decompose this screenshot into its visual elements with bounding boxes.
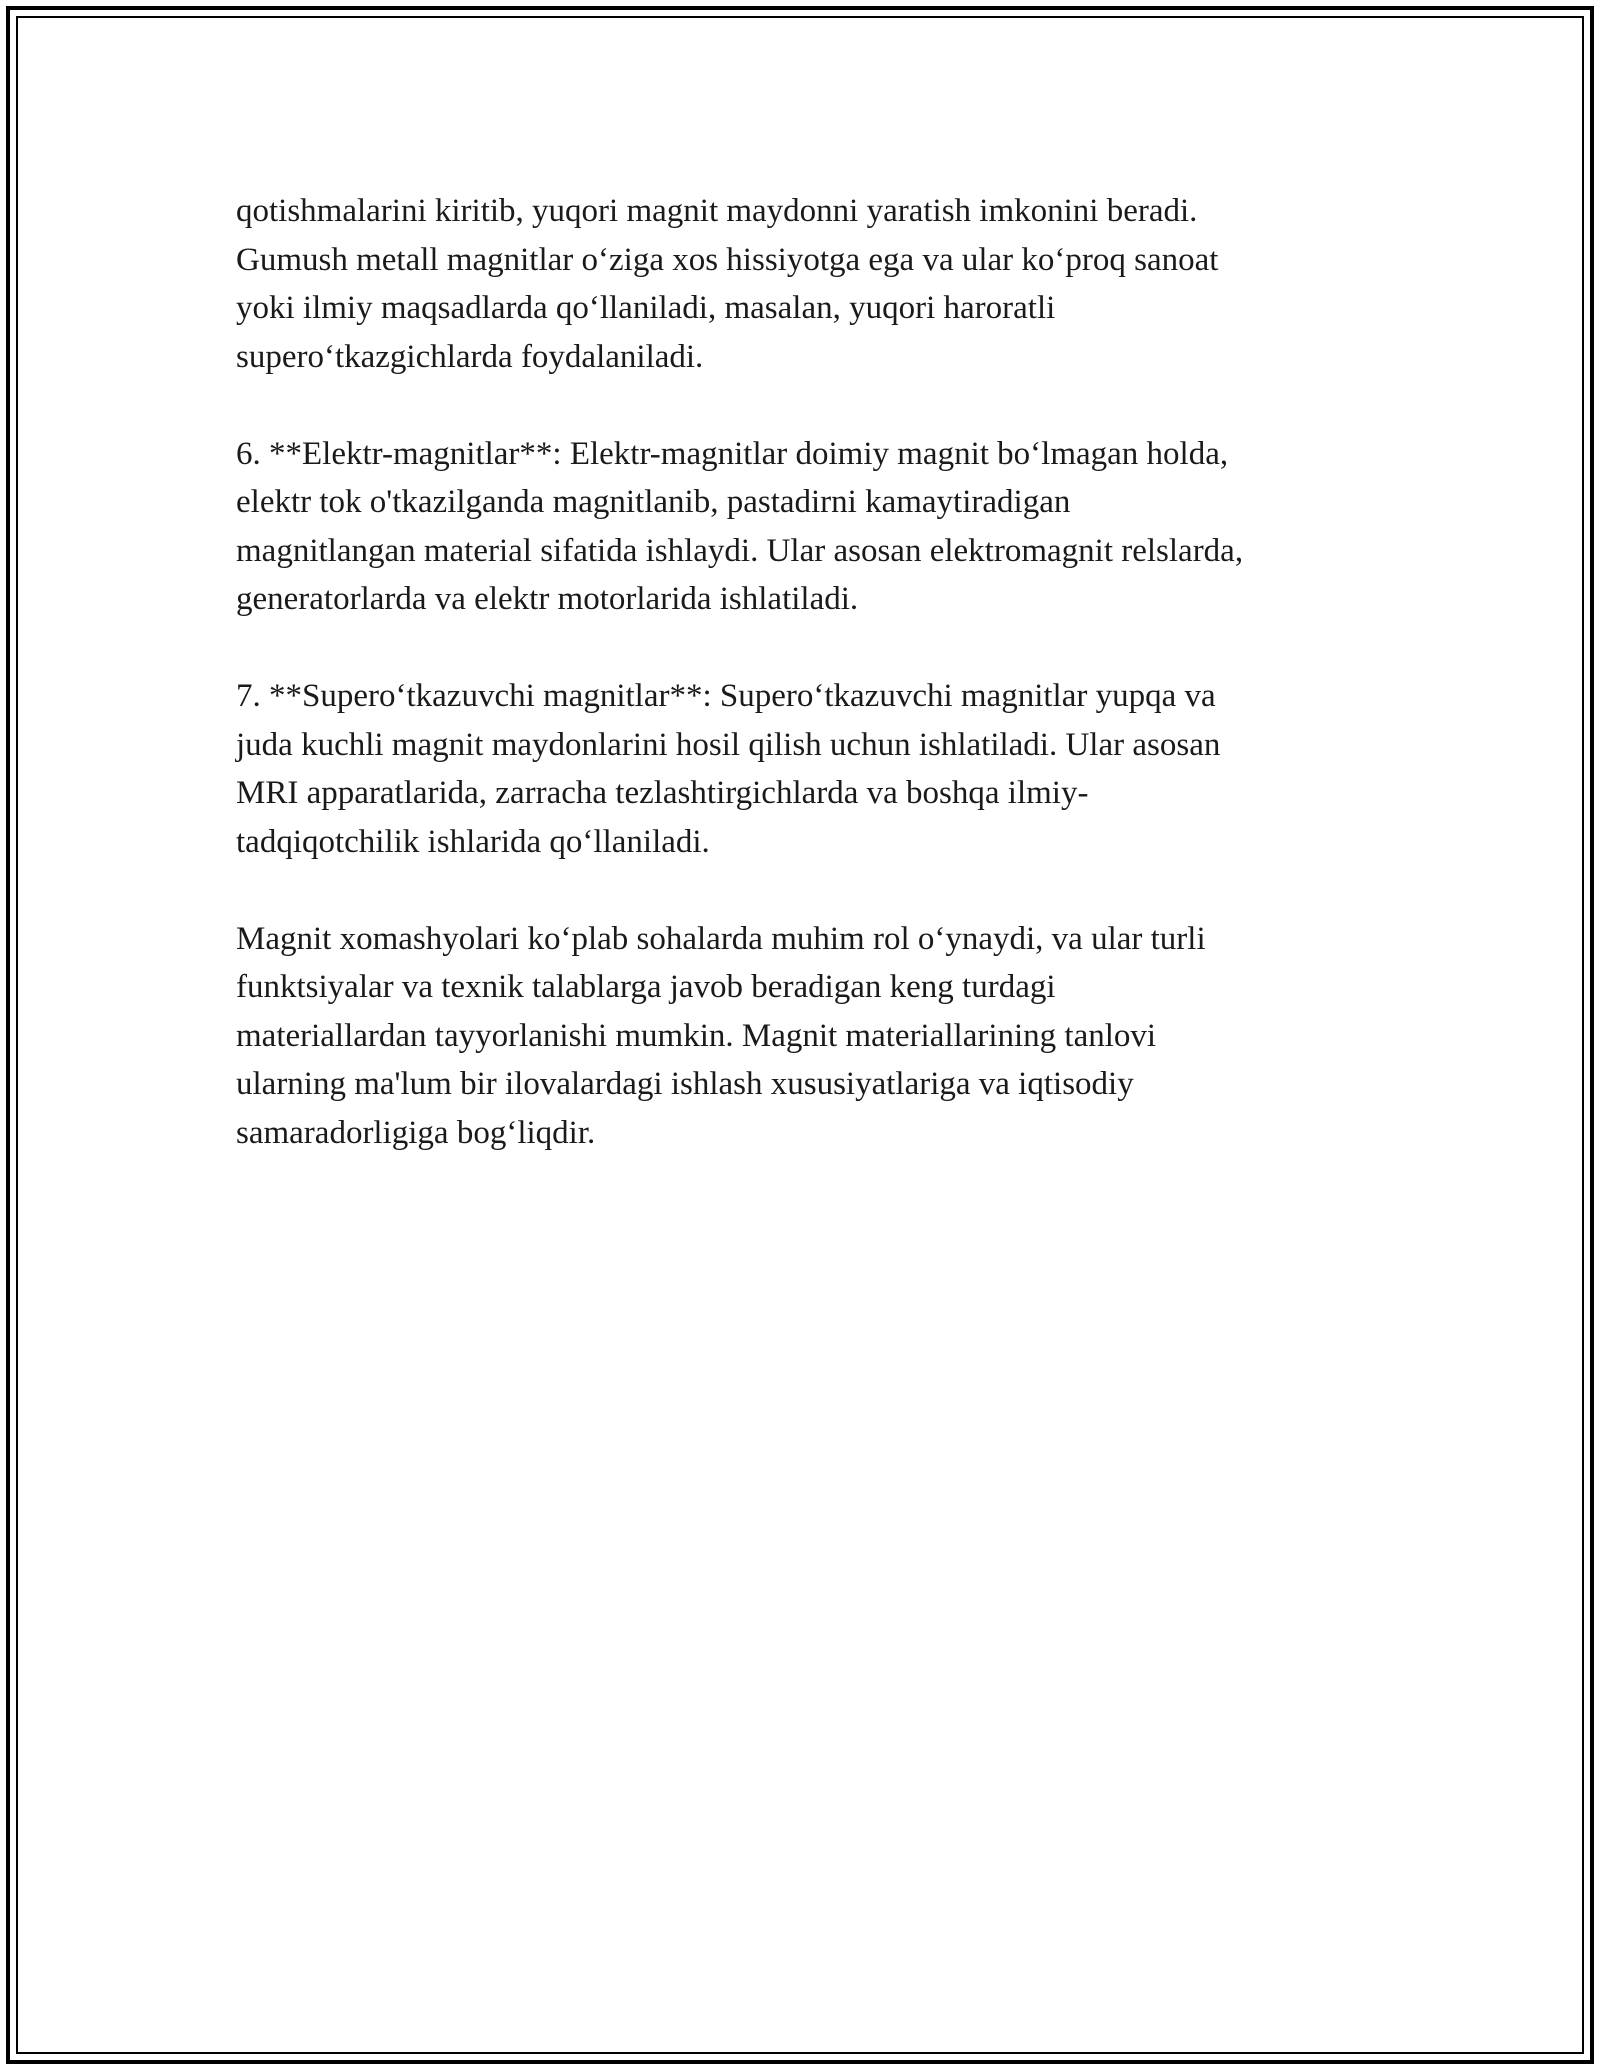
paragraph-conclusion	[236, 915, 1366, 1158]
text-line: Gumush metall magnitlar o‘ziga xos hissiyotga ega va ular ko‘proq sanoat	[236, 241, 1219, 278]
paragraph-gumush-magnets	[236, 187, 1366, 381]
text-line: yoki ilmiy maqsadlarda qo‘llaniladi, masalan, yuqori haroratli	[236, 290, 1056, 326]
text-line: funktsiyalar va texnik talablarga javob beradigan keng turdagi	[236, 969, 1056, 1005]
text-line: MRI apparatlarida, zarracha tezlashtirgichlarda va boshqa ilmiy-	[236, 775, 1089, 811]
text-line: 7. **Supero‘tkazuvchi magnitlar**: Supero‘tkazuvchi magnitlar yupqa va	[236, 678, 1216, 714]
text-line: 6. **Elektr-magnitlar**: Elektr-magnitlar doimiy magnit bo‘lmagan holda,	[236, 435, 1229, 472]
text-line: generatorlarda va elektr motorlarida ishlatiladi.	[236, 581, 859, 617]
paragraph-superconducting-magnets	[236, 672, 1366, 866]
text-line: magnitlangan material sifatida ishlaydi. Ular asosan elektromagnit relslarda,	[236, 532, 1244, 569]
text-line: Magnit xomashyolari ko‘plab sohalarda muhim rol o‘ynaydi, va ular turli	[236, 920, 1206, 957]
text-line: supero‘tkazgichlarda foydalaniladi.	[236, 338, 704, 375]
text-line: juda kuchli magnit maydonlarini hosil qilish uchun ishlatiladi. Ular asosan	[236, 726, 1221, 763]
text-line: elektr tok o'tkazilganda magnitlanib, pastadirni kamaytiradigan	[236, 484, 1071, 520]
text-line: ularning ma'lum bir ilovalardagi ishlash xususiyatlariga va iqtisodiy	[236, 1066, 1134, 1102]
text-line: materiallardan tayyorlanishi mumkin. Magnit materiallarining tanlovi	[236, 1017, 1157, 1054]
document-body	[236, 187, 1366, 1206]
text-line: samaradorligiga bog‘liqdir.	[236, 1114, 596, 1151]
text-line: qotishmalarini kiritib, yuqori magnit maydonni yaratish imkonini beradi.	[236, 193, 1198, 229]
text-line: tadqiqotchilik ishlarida qo‘llaniladi.	[236, 823, 710, 860]
paragraph-electromagnets	[236, 430, 1366, 624]
